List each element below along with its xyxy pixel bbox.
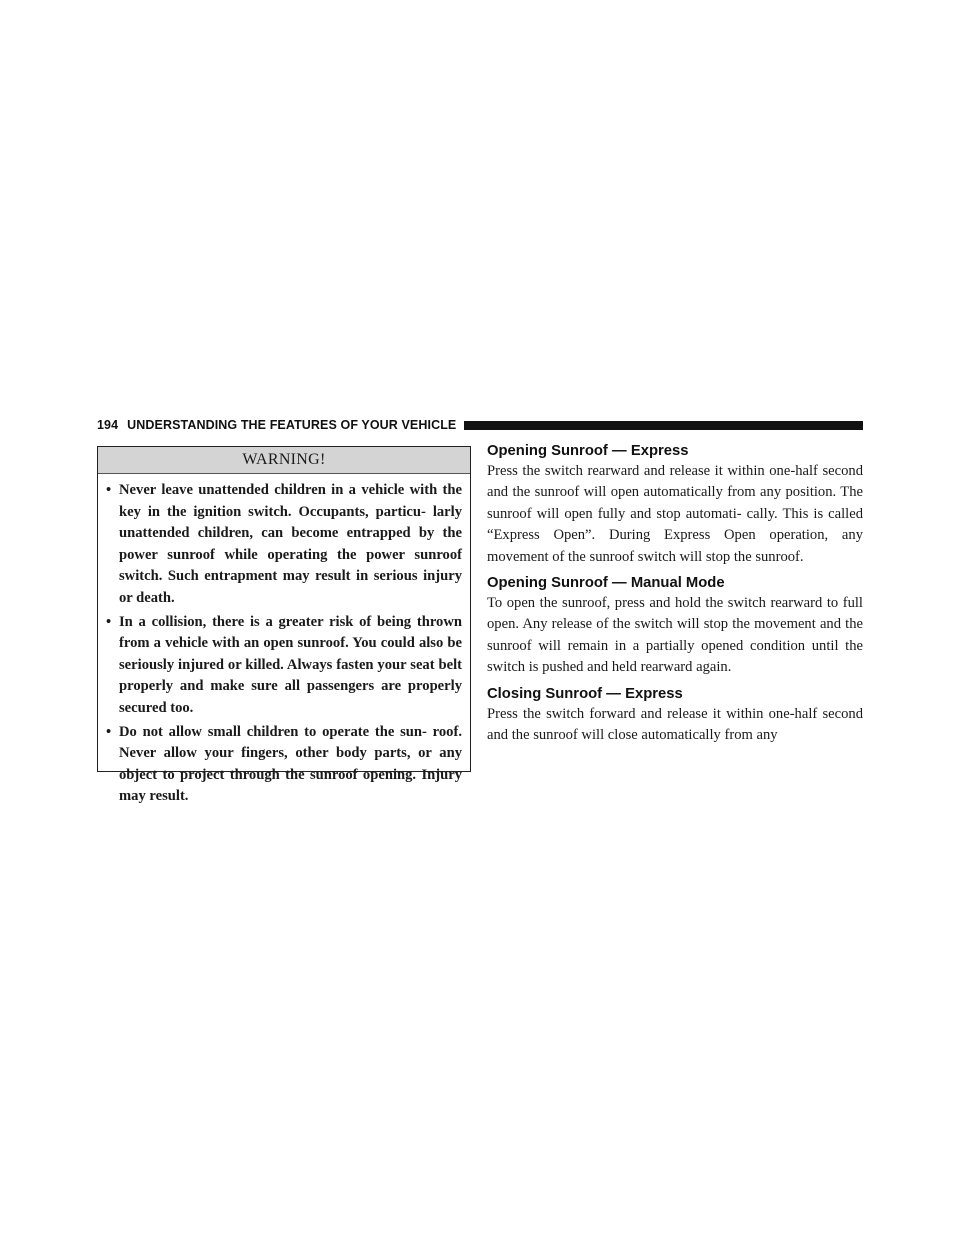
- warning-item-text: Never leave unattended children in a vehicle with the key in the ignition switch. Occupants, particu- larly unattended children, can become entrapped by the power sunroof while operating the power sunroof switch. Such entrapment may result in serious injury or death.: [119, 482, 462, 606]
- bullet-icon: •: [106, 723, 112, 740]
- page-header: [97, 416, 863, 434]
- warning-box: [97, 446, 471, 805]
- section-closing-express: [487, 684, 863, 747]
- bullet-icon: •: [106, 482, 112, 498]
- section-opening-manual: [487, 573, 863, 679]
- section-heading: Opening Sunroof — Manual Mode: [487, 575, 725, 592]
- warning-list: [98, 474, 470, 808]
- warning-title: WARNING!: [98, 447, 470, 474]
- bullet-icon: •: [106, 613, 112, 630]
- page-number: 194: [97, 418, 119, 432]
- section-heading: Opening Sunroof — Express: [487, 443, 689, 459]
- section-body: Press the switch rearward and release it within one-half second and the sunroof will open automatically from any position. The sunroof will open fully and stop automati- cally. This is called “Express Open”. During Express Open operation, any movement of the sunroof switch will stop the sunroof.: [487, 463, 863, 565]
- section-body: Press the switch forward and release it within one-half second and the sunroof will close automatically from any: [487, 705, 863, 744]
- section-heading: Closing Sunroof — Express: [487, 685, 683, 702]
- warning-item: [106, 722, 462, 808]
- warning-item-text: In a collision, there is a greater risk of being thrown from a vehicle with an open sunroof. You could also be seriously injured or killed. Always fasten your seat belt properly and make sure all passengers are properly secured too.: [119, 613, 462, 716]
- section-opening-express: [487, 441, 863, 568]
- warning-item-text: Do not allow small children to operate the sun- roof. Never allow your fingers, other body parts, or any object to project through the sunroof opening. Injury may result.: [119, 723, 462, 805]
- section-body: To open the sunroof, press and hold the switch rearward to full open. Any release of the switch will stop the movement and the sunroof will remain in a partially opened condition until the switch is pushed and held rearward again.: [487, 595, 863, 676]
- right-column: [487, 441, 863, 751]
- header-rule: [464, 421, 863, 430]
- chapter-title: UNDERSTANDING THE FEATURES OF YOUR VEHICLE: [127, 418, 457, 432]
- warning-item: [106, 612, 462, 720]
- warning-item: [106, 480, 462, 610]
